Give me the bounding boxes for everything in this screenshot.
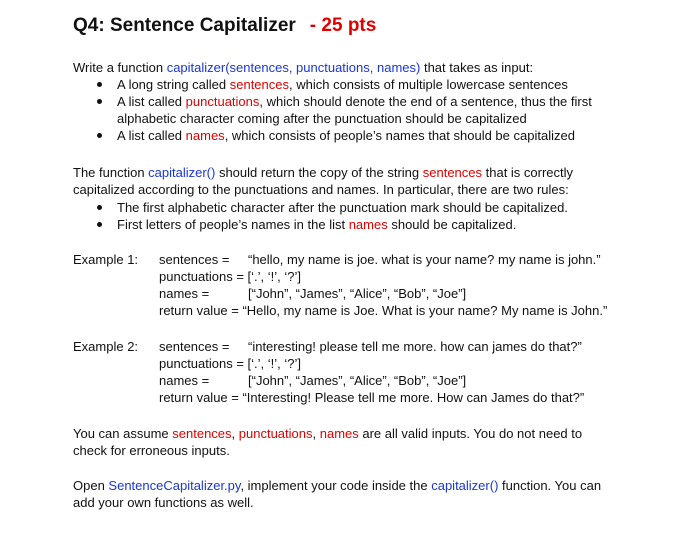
rule-pre: First letters of people’s names in the list [117, 217, 349, 232]
points-label: - 25 pts [309, 15, 377, 36]
input-post: , which should denote the end of a sentence, thus the first [259, 94, 592, 109]
example-2-names-key: names = [159, 373, 210, 388]
example-2-punctuations: punctuations = [‘.’, ‘!’, ‘?’] [159, 356, 301, 371]
rule-item-1: The first alphabetic character after the punctuation mark should be capitalized. [117, 200, 568, 215]
input-post: , which consists of multiple lowercase sentences [289, 77, 568, 92]
example-1-names-value: [“John”, “James”, “Alice”, “Bob”, “Joe”] [248, 286, 467, 301]
assume-term-sentences: sentences [172, 426, 232, 441]
assume-sep: , [231, 426, 239, 441]
para-post: that is correctly [482, 165, 574, 180]
example-2-return-value: return value = “Interesting! Please tell me more. How can James do that?” [159, 390, 585, 405]
title-text: Q4: Sentence Capitalizer [73, 15, 296, 36]
assume-term-punctuations: punctuations [238, 426, 313, 441]
rule-post: should be capitalized. [387, 217, 517, 232]
example-1-sentences-key: sentences = [159, 252, 230, 267]
bullet-icon [97, 99, 102, 104]
intro-line [73, 59, 533, 76]
para-pre: The function [73, 165, 149, 180]
assumption-line2: check for erroneous inputs. [73, 443, 230, 458]
example-1-punctuations: punctuations = [‘.’, ‘!’, ‘?’] [159, 269, 301, 284]
input-item-names [117, 127, 575, 144]
assume-term-names: names [319, 426, 359, 441]
input-item-punctuations-cont: alphabetic character coming after the punctuation should be capitalized [117, 111, 527, 126]
input-item-sentences [117, 76, 568, 93]
input-pre: A list called [117, 128, 186, 143]
input-term: sentences [229, 77, 289, 92]
bullet-icon [97, 222, 102, 227]
bullet-icon [97, 82, 102, 87]
function-name: capitalizer() [431, 478, 499, 493]
return-description-line1 [73, 164, 628, 181]
open-instruction-line2: add your own functions as well. [73, 495, 254, 510]
assume-pre: You can assume [73, 426, 173, 441]
function-signature: capitalizer(sentences, punctuations, names) [166, 60, 421, 75]
rule-term: names [348, 217, 388, 232]
assumption-line1 [73, 425, 628, 442]
intro-suffix: that takes as input: [420, 60, 534, 75]
input-item-punctuations [117, 93, 592, 110]
example-2-sentences-key: sentences = [159, 339, 230, 354]
input-term: punctuations [185, 94, 260, 109]
example-1-return-value: return value = “Hello, my name is Joe. What is your name? My name is John.” [159, 303, 608, 318]
example-2-names-value: [“John”, “James”, “Alice”, “Bob”, “Joe”] [248, 373, 467, 388]
bullet-icon [97, 205, 102, 210]
return-description-line2: capitalized according to the punctuations and names. In particular, there are two rules: [73, 182, 569, 197]
assume-post: are all valid inputs. You do not need to [358, 426, 583, 441]
question-title [73, 15, 376, 37]
example-1-names-key: names = [159, 286, 210, 301]
para-mid: should return the copy of the string [215, 165, 423, 180]
intro-prefix: Write a function [73, 60, 167, 75]
bullet-icon [97, 133, 102, 138]
example-2-label: Example 2: [73, 339, 139, 354]
function-name: capitalizer() [148, 165, 216, 180]
rule-item-2 [117, 216, 516, 233]
open-post: function. You can [498, 478, 602, 493]
param-term: sentences [422, 165, 483, 180]
open-pre: Open [73, 478, 109, 493]
example-2-sentences-value: “interesting! please tell me more. how can james do that?” [248, 339, 582, 354]
input-post: , which consists of people’s names that should be capitalized [224, 128, 575, 143]
assume-sep: , [312, 426, 320, 441]
input-pre: A long string called [117, 77, 230, 92]
input-pre: A list called [117, 94, 186, 109]
example-1-label: Example 1: [73, 252, 139, 267]
example-1-sentences-value: “hello, my name is joe. what is your name? my name is john.” [248, 252, 601, 267]
file-name: SentenceCapitalizer.py [108, 478, 241, 493]
open-instruction-line1 [73, 477, 628, 494]
open-mid: , implement your code inside the [240, 478, 432, 493]
input-term: names [185, 128, 225, 143]
